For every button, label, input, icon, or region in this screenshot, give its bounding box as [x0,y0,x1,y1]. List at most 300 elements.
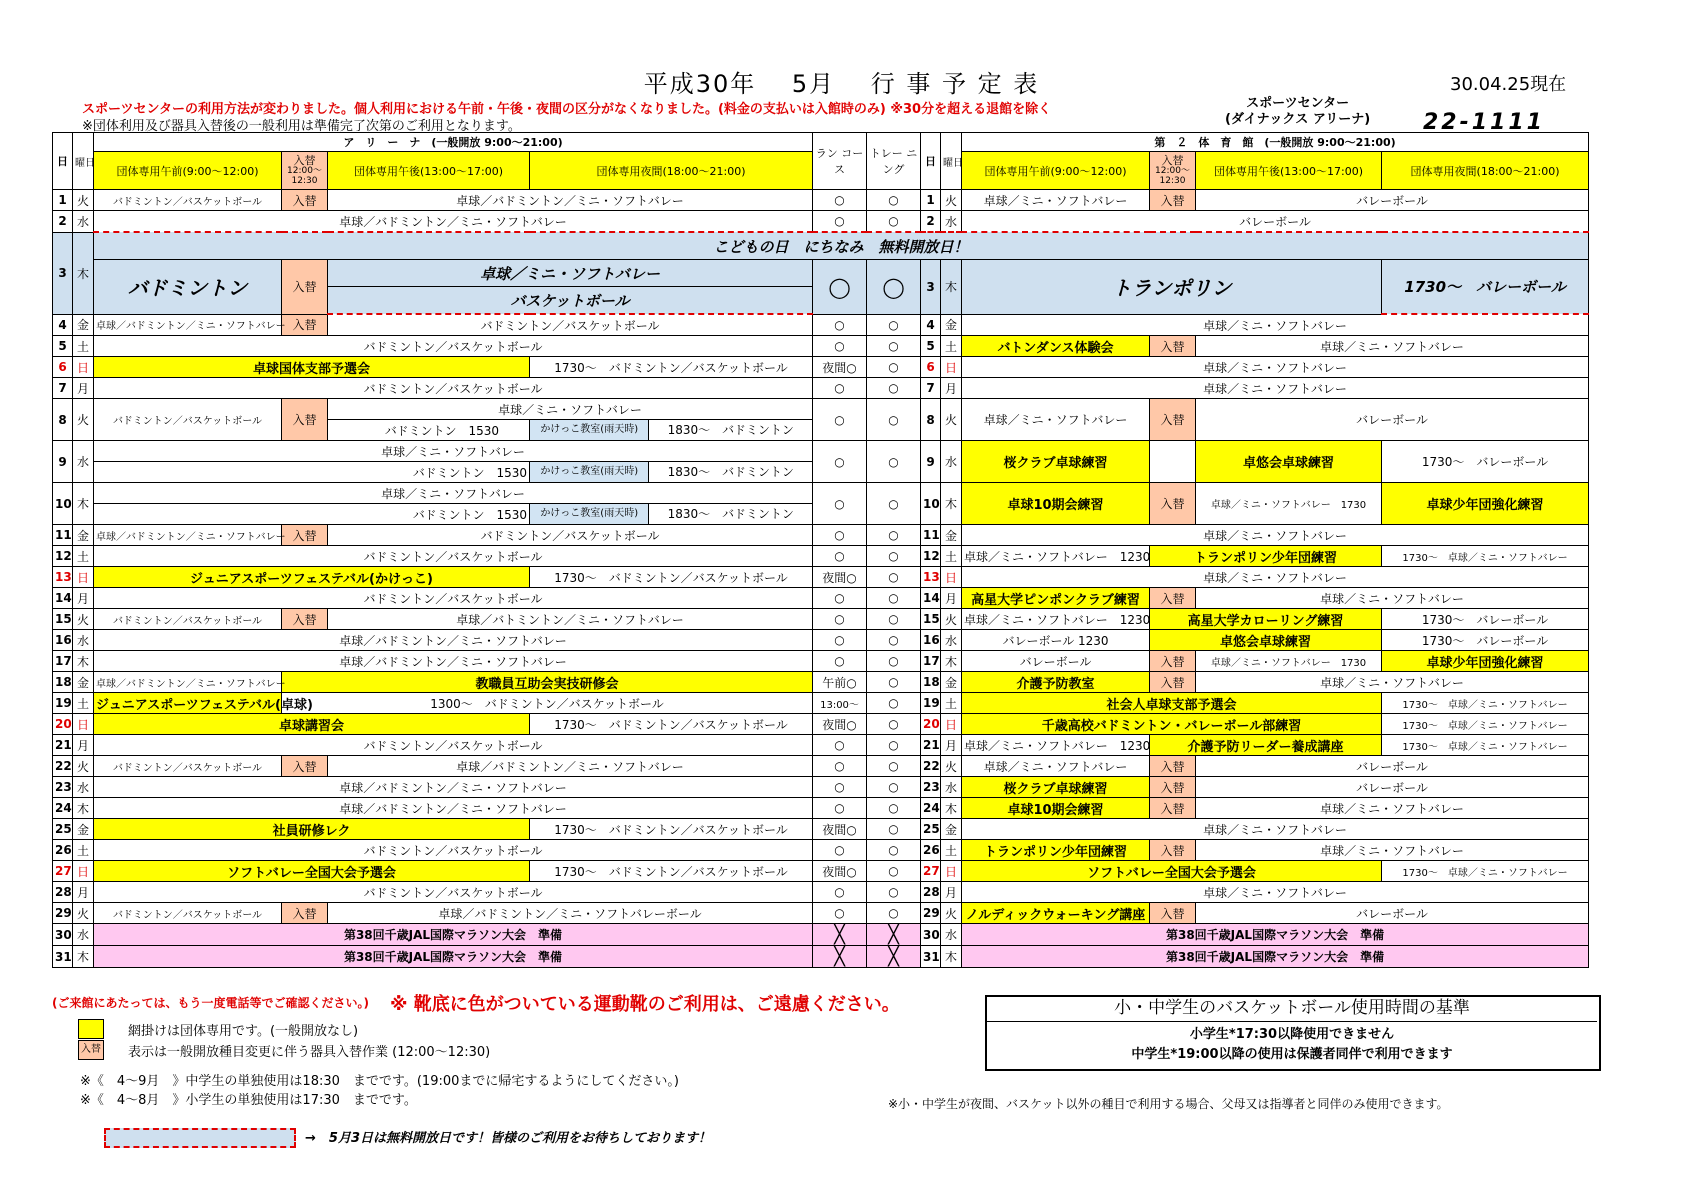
arena-am: 卓球／バドミントン／ミニ・ソフトバレー [94,672,282,693]
gym2-night: 1730～ バレーボール [1382,609,1589,630]
gym2-pm: 卓悠会卓球練習 [1196,441,1382,483]
day-number: 3 [921,260,941,315]
run-course-status: 夜間○ [813,567,867,588]
day-number: 20 [921,714,941,735]
weekday: 木 [941,651,962,672]
day-number: 17 [53,651,73,672]
table-row [53,357,1589,378]
gym2-night: 1730～ バレーボール [1382,630,1589,651]
day-number: 1 [53,190,73,211]
arena-event: 卓球国体支部予選会 [94,357,530,378]
training-status: ╳ [867,924,921,946]
training-status: ○ [867,190,921,211]
weekday: 月 [941,882,962,903]
day-number: 4 [921,314,941,336]
weekday: 木 [941,946,962,968]
arena-general: 卓球／バドミントン／ミニ・ソフトバレー [94,798,813,819]
swap-label: 入替 [293,153,316,167]
weekday: 火 [941,903,962,924]
table-row [53,819,1589,840]
training-status: ○ [867,211,921,233]
gym2-event: 千歳高校バドミントン・バレーボール部練習 [962,714,1382,735]
gym2-general: バレーボール [962,211,1589,233]
arena-general: 卓球／バドミントン／ミニ・ソフトバレー [94,651,813,672]
table-row [53,630,1589,651]
weekday: 日 [73,714,94,735]
gym2-pm: トランポリン少年団練習 [1150,546,1382,567]
swap-time: 12:00～ 12:30 [287,165,322,186]
weekday: 金 [73,314,94,336]
table-row [53,946,1589,968]
free-day-note: → 5月3日は無料開放日です！皆様のご利用をお待ちしております！ [305,1131,711,1146]
table-row [53,232,1589,260]
gym2-am: 卓球／ミニ・ソフトバレー 1230 [962,735,1150,756]
day-number: 22 [53,756,73,777]
table-row [53,924,1589,946]
table-row [53,441,1589,462]
arena-general: 1300～ バドミントン／バスケットボール [282,693,813,714]
weekday: 日 [941,357,962,378]
day-number: 15 [53,609,73,630]
arena-general: 卓球／バドミントン／ミニ・ソフトバレー [328,756,813,777]
training-status: ○ [867,840,921,861]
gym2-general: バレーボール [1196,777,1589,798]
col-arena: ア リ ー ナ (一般開放 9:00～21:00) [94,133,813,152]
weekday: 日 [73,861,94,882]
arena-event: 卓球講習会 [94,714,530,735]
weekday: 金 [941,314,962,336]
col-day-2: 日 [921,133,941,190]
weekday: 月 [941,588,962,609]
arena-general: バドミントン／バスケットボール [328,314,813,336]
table-row [53,546,1589,567]
gym2-swap: 入替 [1150,651,1196,672]
gym2-night: 1730～ 卓球／ミニ・ソフトバレー [1382,735,1589,756]
day-number: 5 [53,336,73,357]
col-arena-swap [282,152,328,190]
gym2-general: 卓球／ミニ・ソフトバレー [962,525,1589,546]
swap-time: 12:00～ 12:30 [1155,165,1190,186]
weekday: 土 [941,693,962,714]
night-use-note: ※小・中学生が夜間、バスケット以外の種目で利用する場合、父母又は指導者と同伴のみ使用できます。 [888,1097,1449,1111]
day-number: 7 [53,378,73,399]
arena-pm: 卓球／ミニ・ソフトバレー [328,399,813,420]
run-course-status: ○ [813,903,867,924]
table-row [53,672,1589,693]
table-row [53,861,1589,882]
training-status: ○ [867,630,921,651]
arena-swap: 入替 [282,260,328,315]
training-status: ╳ [867,946,921,968]
kakekko-class: かけっこ教室(雨天時) [530,504,649,524]
day-number: 22 [921,756,941,777]
arena-night: 1730～ バドミントン／バスケットボール [530,714,813,735]
gym2-am: 卓球／ミニ・ソフトバレー [962,399,1150,441]
arena-night-split [530,504,813,525]
run-course-status: ○ [813,336,867,357]
gym2-swap: 入替 [1150,777,1196,798]
training-status: ○ [867,546,921,567]
col-arena-pm: 団体専用午後(13:00～17:00) [328,152,530,190]
gym2-pm: 卓球／ミニ・ソフトバレー 1730 [1196,651,1382,672]
gym2-night: 1730～ 卓球／ミニ・ソフトバレー [1382,693,1589,714]
arena-event: ジュニアスポーツフェステバル(卓球) [94,693,282,714]
weekday: 日 [941,861,962,882]
confirm-note: (ご来館にあたっては、もう一度電話等でご確認ください。) [52,996,369,1010]
gym2-general: バレーボール [1196,190,1589,211]
day-number: 9 [921,441,941,483]
gym2-general: バレーボール [1196,756,1589,777]
arena-swap: 入替 [282,525,328,546]
col-weekday: 曜日 [73,133,94,190]
gym2-swap: 入替 [1150,483,1196,525]
center-name [1225,96,1370,128]
gym2-swap: 入替 [1150,399,1196,441]
gym2-am: 桜クラブ卓球練習 [962,441,1150,483]
day-number: 10 [921,483,941,525]
gym2-night: 卓球少年団強化練習 [1382,651,1589,672]
weekday: 月 [941,735,962,756]
arena-night-split [530,462,813,483]
table-row [53,336,1589,357]
day-number: 26 [921,840,941,861]
gym2-pm: 介護予防リーダー養成講座 [1150,735,1382,756]
weekday: 日 [73,357,94,378]
arena-general: 卓球／バドミントン／ミニ・ソフトバレー [328,190,813,211]
training-status: ○ [867,693,921,714]
weekday: 火 [73,756,94,777]
arena-general: バドミントン／バスケットボール [94,882,813,903]
arena-event: ソフトバレー全国大会予選会 [94,861,530,882]
run-course-status: ◯ [813,260,867,315]
training-status: ○ [867,314,921,336]
arena-swap: 入替 [282,903,328,924]
weekday: 月 [73,735,94,756]
table-row [53,211,1589,233]
gym2-main: トランポリン [962,260,1382,315]
run-course-status: ○ [813,483,867,525]
arena-night: 1730～ バドミントン／バスケットボール [530,357,813,378]
weekday: 水 [73,630,94,651]
gym2-swap: 入替 [1150,756,1196,777]
arena-night-badminton: 1830～ バドミントン [667,507,794,521]
arena-night-badminton: 1830～ バドミントン [667,423,794,437]
rule-junior-high: ※《 4～9月 》中学生の単独使用は18:30 までです。(19:00までに帰宅するようにしてください。) [80,1074,679,1089]
gym2-general: 卓球／ミニ・ソフトバレー [962,378,1589,399]
gym2-event: 社会人卓球支部予選会 [962,693,1382,714]
run-course-status: ○ [813,190,867,211]
weekday: 火 [941,190,962,211]
gym2-swap: 入替 [1150,840,1196,861]
gym2-general: 卓球／ミニ・ソフトバレー [962,882,1589,903]
training-status: ○ [867,483,921,525]
training-status: ○ [867,735,921,756]
table-row [53,525,1589,546]
arena-general: バドミントン／バスケットボール [94,336,813,357]
training-status: ○ [867,756,921,777]
arena-am: 卓球／バドミントン／ミニ・ソフトバレー [94,314,282,336]
day-number: 13 [921,567,941,588]
table-row [53,314,1589,336]
gym2-night: 1730～ バレーボール [1382,441,1589,483]
weekday: 水 [73,777,94,798]
training-status: ○ [867,819,921,840]
training-status: ○ [867,588,921,609]
gym2-am: 卓球／ミニ・ソフトバレー [962,756,1150,777]
arena-night-split [530,420,813,441]
arena-night-badminton: 1830～ バドミントン [667,465,794,479]
training-status: ○ [867,441,921,483]
day-number: 3 [53,232,73,314]
group-notice: ※団体利用及び器具入替後の一般利用は準備完了次第のご利用となります。 [82,119,521,134]
kakekko-class: かけっこ教室(雨天時) [530,420,649,440]
gym2-swap: 入替 [1150,336,1196,357]
arena-general: 卓球／バドミントン／ミニ・ソフトバレー [94,777,813,798]
run-course-status: ○ [813,525,867,546]
arena-general: バドミントン／バスケットボール [94,378,813,399]
arena-general: 卓球／バドミントン／ミニ・ソフトバレー [94,630,813,651]
weekday: 日 [73,567,94,588]
arena-night: 1730～ バドミントン／バスケットボール [530,819,813,840]
day-number: 23 [921,777,941,798]
day-number: 15 [921,609,941,630]
run-course-status: 13:00～ [813,693,867,714]
run-course-status: 夜間○ [813,714,867,735]
gym2-general: 卓球／ミニ・ソフトバレー [1196,840,1589,861]
run-course-status: ○ [813,735,867,756]
day-number: 21 [921,735,941,756]
day-number: 2 [921,211,941,233]
training-status: ○ [867,861,921,882]
weekday: 火 [73,903,94,924]
weekday: 土 [941,336,962,357]
day-number: 29 [53,903,73,924]
arena-event: 社員研修レク [94,819,530,840]
col-arena-night: 団体専用夜間(18:00～21:00) [530,152,813,190]
weekday: 金 [941,672,962,693]
gym2-night: 1730～ 卓球／ミニ・ソフトバレー [1382,861,1589,882]
arena-event: ジュニアスポーツフェステバル(かけっこ) [94,567,530,588]
run-course-status: ╳ [813,924,867,946]
day-number: 9 [53,441,73,483]
header-row-1 [53,133,1589,152]
training-status: ○ [867,378,921,399]
col-gym2: 第 ２ 体 育 館 (一般開放 9:00～21:00) [962,133,1589,152]
run-course-status: 午前○ [813,672,867,693]
arena-night: 1730～ バドミントン／バスケットボール [530,567,813,588]
weekday: 火 [73,399,94,441]
training-status: ○ [867,525,921,546]
arena-swap: 入替 [282,399,328,441]
arena-pm: 卓球／ミニ・ソフトバレー [328,260,813,287]
weekday: 木 [73,232,94,314]
run-course-status: ○ [813,211,867,233]
weekday: 木 [941,483,962,525]
run-course-status: ○ [813,588,867,609]
weekday: 土 [73,336,94,357]
gym2-general: 卓球／ミニ・ソフトバレー [962,567,1589,588]
gym2-pm: 卓悠会卓球練習 [1150,630,1382,651]
weekday: 水 [941,777,962,798]
run-course-status: ○ [813,798,867,819]
day-number: 27 [53,861,73,882]
table-row [53,798,1589,819]
run-course-status: 夜間○ [813,357,867,378]
run-course-status: ○ [813,546,867,567]
legend-yellow-swatch [78,1019,104,1039]
day-number: 16 [921,630,941,651]
weekday: 日 [941,567,962,588]
run-course-status: 夜間○ [813,819,867,840]
arena-pm: 卓球／ミニ・ソフトバレー [94,483,813,504]
arena-pm: 卓球／ミニ・ソフトバレー [94,441,813,462]
basketball-rule-junior-high: 中学生*19:00以降の使用は保護者同伴で利用できます [1131,1047,1453,1062]
arena-event: 第38回千歳JAL国際マラソン大会 準備 [94,924,813,946]
training-status: ○ [867,714,921,735]
weekday: 月 [73,378,94,399]
gym2-general: 卓球／ミニ・ソフトバレー [962,314,1589,336]
weekday: 金 [941,819,962,840]
gym2-general: 卓球／ミニ・ソフトバレー [962,357,1589,378]
gym2-am: 高星大学ピンポンクラブ練習 [962,588,1150,609]
gym2-night: 卓球少年団強化練習 [1382,483,1589,525]
table-row [53,777,1589,798]
arena-pm-2: バドミントン 1530 [94,504,530,525]
gym2-event: 第38回千歳JAL国際マラソン大会 準備 [962,946,1589,968]
arena-swap: 入替 [282,190,328,211]
weekday: 水 [941,211,962,233]
weekday: 土 [73,546,94,567]
day-number: 24 [53,798,73,819]
gym2-am: 卓球／ミニ・ソフトバレー 1230 [962,609,1150,630]
run-course-status: ○ [813,399,867,441]
arena-general: バドミントン／バスケットボール [94,840,813,861]
day-number: 26 [53,840,73,861]
gym2-night: 1730～ 卓球／ミニ・ソフトバレー [1382,546,1589,567]
gym2-am: 卓球10期会練習 [962,483,1150,525]
basketball-rule-elementary: 小学生*17:30以降使用できません [1189,1027,1395,1042]
run-course-status: ○ [813,378,867,399]
col-run-course: ラン コース [813,133,867,190]
weekday: 火 [73,190,94,211]
col-arena-am: 団体専用午前(9:00～12:00) [94,152,282,190]
as-of-date: 30.04.25現在 [1450,74,1567,95]
gym2-swap: 入替 [1150,798,1196,819]
arena-pm-2: バドミントン 1530 [94,462,530,483]
gym2-general: バレーボール [1196,903,1589,924]
weekday: 水 [941,441,962,483]
arena-am: バドミントン／バスケットボール [94,756,282,777]
weekday: 金 [941,525,962,546]
day-number: 8 [53,399,73,441]
col-day: 日 [53,133,73,190]
gym2-swap [1150,441,1196,483]
gym2-night: 1730～ 卓球／ミニ・ソフトバレー [1382,714,1589,735]
gym2-rest: バレーボール [1196,399,1589,441]
weekday: 土 [941,840,962,861]
run-course-status: ○ [813,840,867,861]
table-row [53,190,1589,211]
day-number: 31 [921,946,941,968]
day-number: 6 [921,357,941,378]
weekday: 金 [73,525,94,546]
day-number: 17 [921,651,941,672]
weekday: 火 [73,609,94,630]
gym2-am: ノルディックウォーキング講座 [962,903,1150,924]
gym2-am: 卓球／ミニ・ソフトバレー 1230 [962,546,1150,567]
shoe-note: ※ 靴底に色がついている運動靴のご利用は、ご遠慮ください。 [390,994,900,1015]
training-status: ○ [867,609,921,630]
gym2-am: バトンダンス体験会 [962,336,1150,357]
training-status: ○ [867,336,921,357]
day-number: 18 [921,672,941,693]
arena-night: 1730～ バドミントン／バスケットボール [530,861,813,882]
training-status: ○ [867,777,921,798]
gym2-am: 桜クラブ卓球練習 [962,777,1150,798]
col-training: トレー ニング [867,133,921,190]
day-number: 1 [921,190,941,211]
training-status: ○ [867,399,921,441]
gym2-swap: 入替 [1150,190,1196,211]
run-course-status: ╳ [813,946,867,968]
arena-pm-2: バスケットボール [328,287,813,315]
day-number: 12 [53,546,73,567]
free-day-legend-box [104,1128,296,1148]
day-number: 30 [53,924,73,946]
table-row [53,756,1589,777]
kakekko-class: かけっこ教室(雨天時) [530,462,649,482]
weekday: 月 [941,378,962,399]
gym2-pm: 高星大学カローリング練習 [1150,609,1382,630]
table-row [53,378,1589,399]
legend-swap-swatch: 入替 [78,1040,104,1060]
phone-number: 22-1111 [1423,110,1545,135]
center-name-line2: (ダイナックス アリーナ) [1225,112,1371,127]
table-row [53,714,1589,735]
arena-general: 卓球／バトミントン／ミニ・ソフトバレー [328,609,813,630]
run-course-status: ○ [813,651,867,672]
free-day-banner: こどもの日 にちなみ 無料開放日！ [94,232,1589,260]
table-row [53,882,1589,903]
col-gym2-swap [1150,152,1196,190]
day-number: 30 [921,924,941,946]
gym2-am: 卓球／ミニ・ソフトバレー [962,190,1150,211]
table-row [53,399,1589,420]
weekday: 土 [73,693,94,714]
weekday: 金 [73,672,94,693]
weekday: 木 [941,798,962,819]
day-number: 25 [53,819,73,840]
day-number: 28 [53,882,73,903]
col-gym2-night: 団体専用夜間(18:00～21:00) [1382,152,1589,190]
arena-am: 卓球／バドミントン／ミニ・ソフトバレー [94,525,282,546]
arena-swap: 入替 [282,609,328,630]
run-course-status: ○ [813,314,867,336]
arena-am: バドミントン／バスケットボール [94,903,282,924]
arena-general: 卓球／バドミントン／ミニ・ソフトバレー [94,211,813,233]
training-status: ○ [867,651,921,672]
arena-event: 教職員互助会実技研修会 [282,672,813,693]
day-number: 7 [921,378,941,399]
day-number: 28 [921,882,941,903]
day-number: 11 [921,525,941,546]
arena-general: 卓球／バドミントン／ミニ・ソフトバレーボール [328,903,813,924]
swap-label: 入替 [1161,153,1184,167]
legend-swap-text: 表示は一般開放種目変更に伴う器具入替作業 (12:00～12:30) [128,1045,491,1060]
training-status: ○ [867,903,921,924]
weekday: 水 [941,630,962,651]
arena-pm-2: バドミントン 1530 [328,420,530,441]
